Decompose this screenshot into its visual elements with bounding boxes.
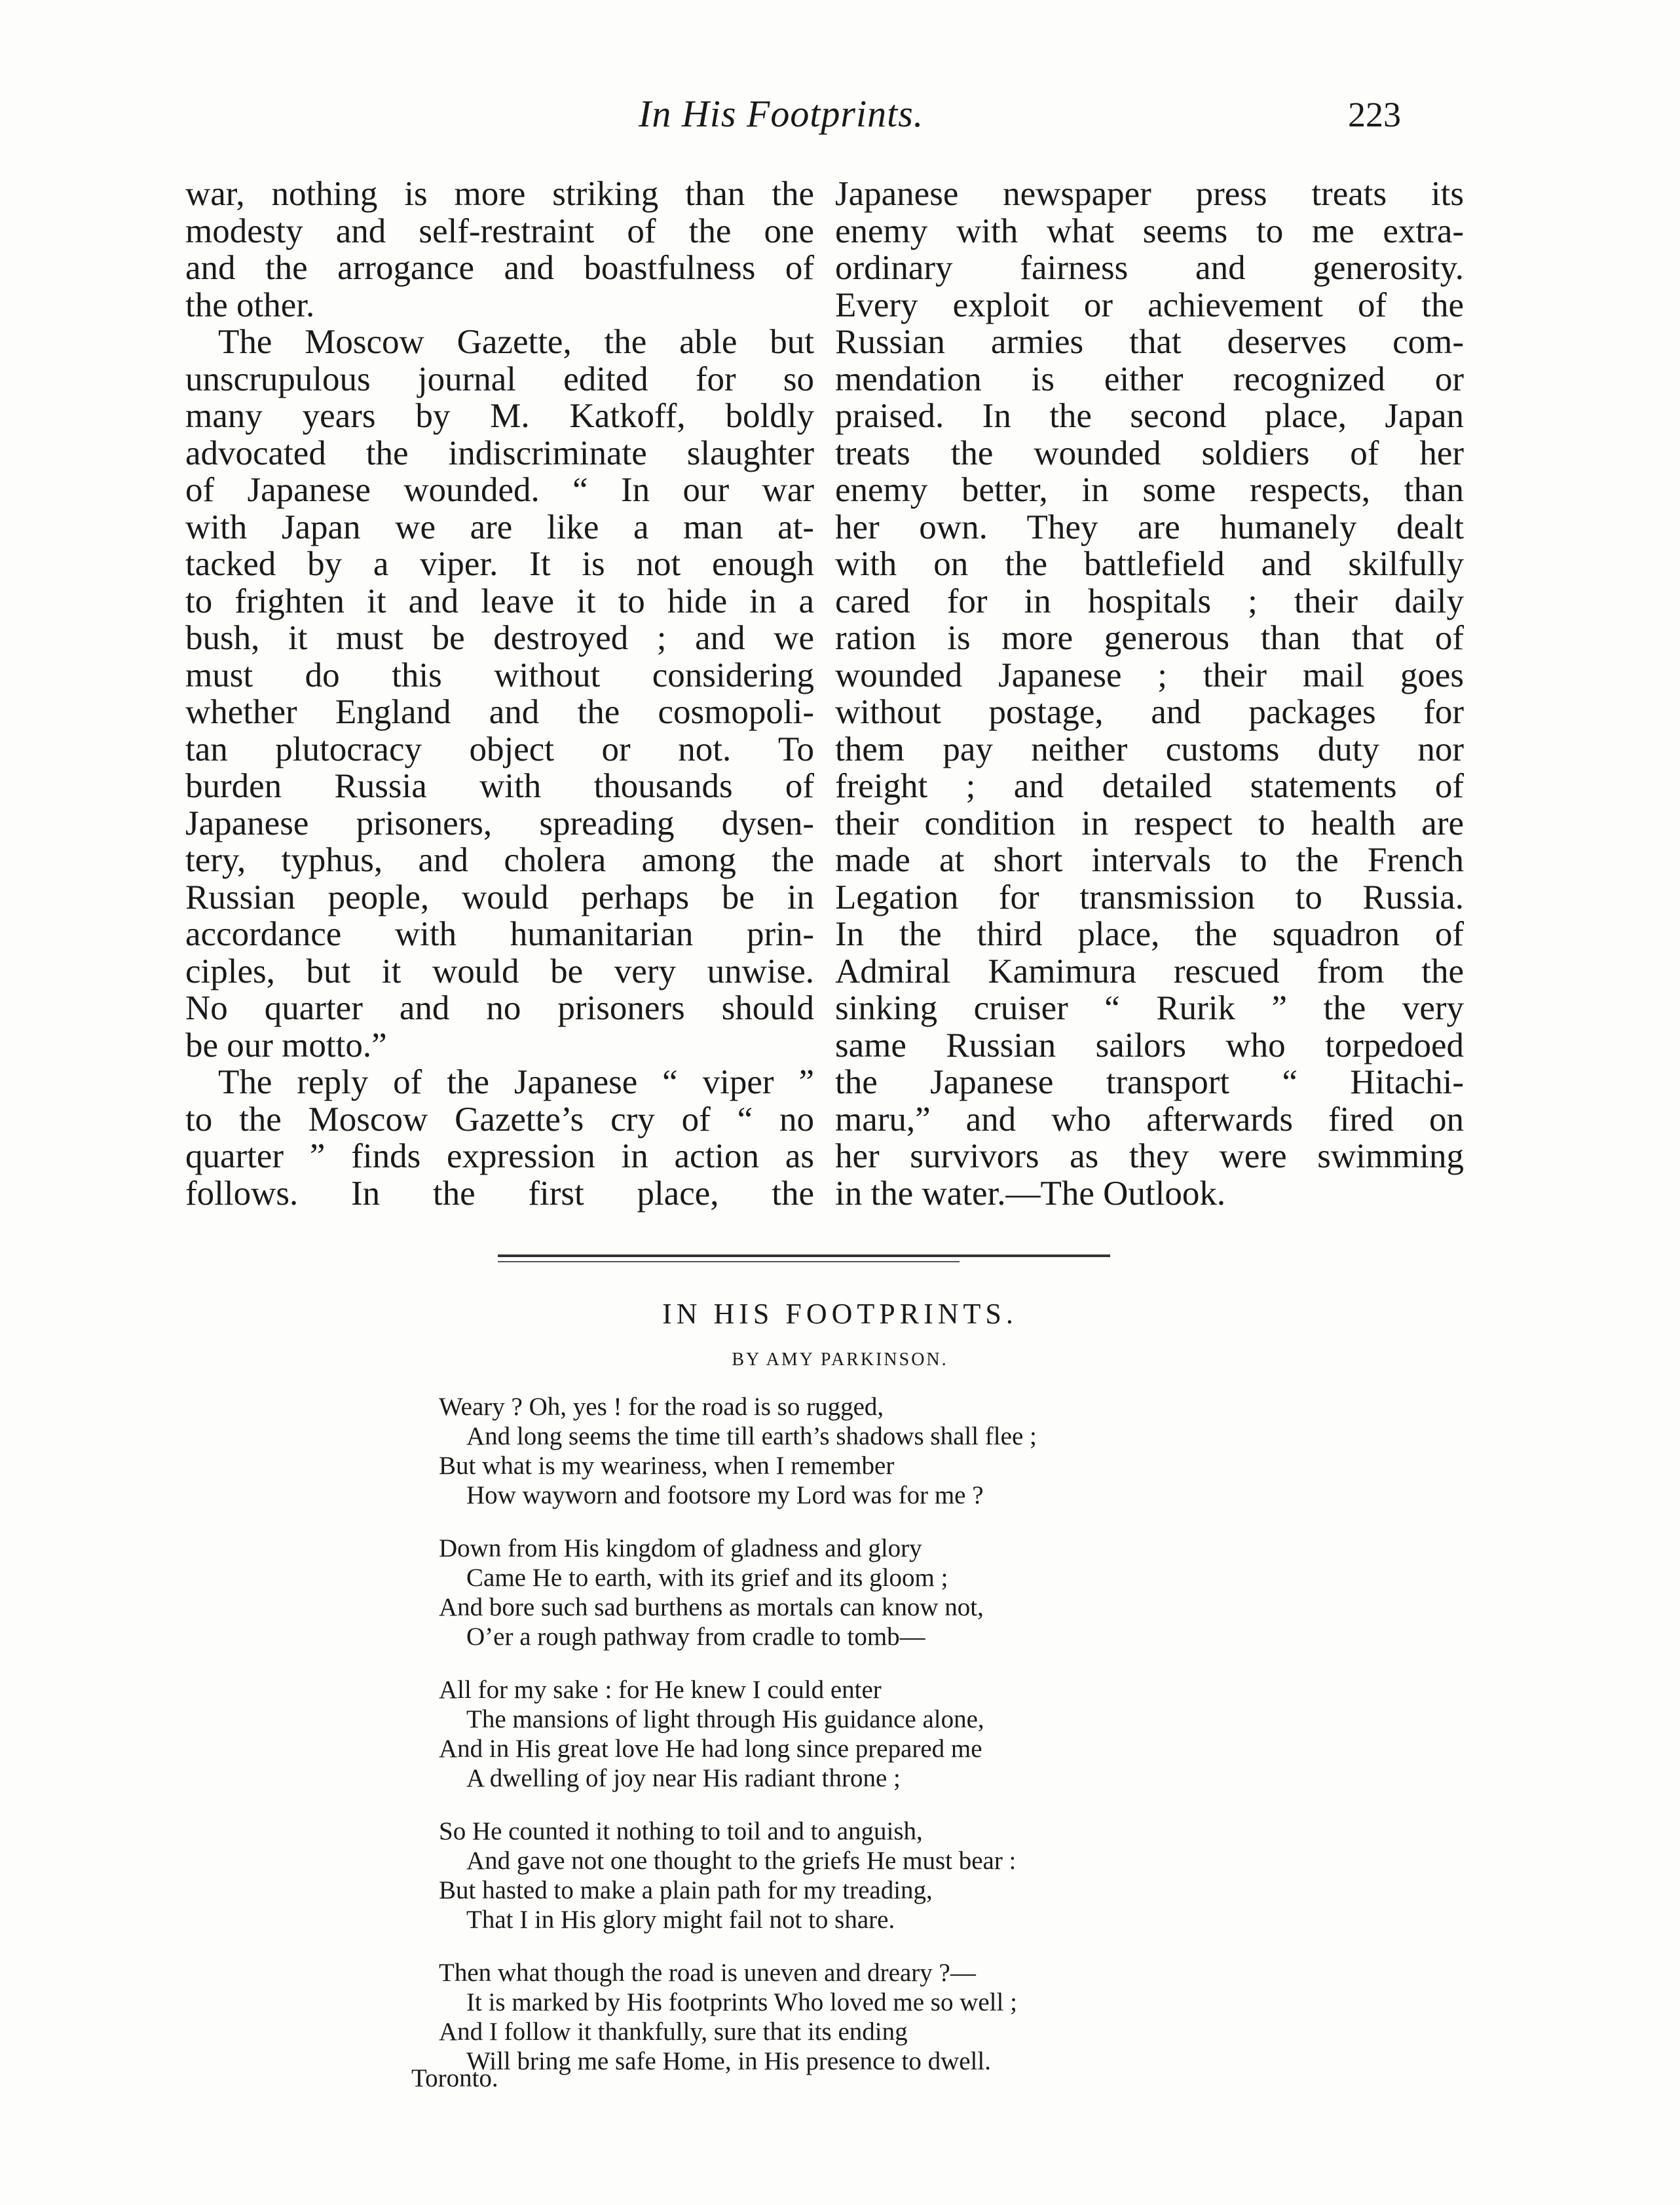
poem-stanza: [439, 1958, 1290, 2076]
text-line: whether England and the cosmopoli-: [185, 693, 814, 731]
text-line: burden Russia with thousands of: [185, 767, 814, 805]
text-line: Japanese prisoners, spreading dysen-: [185, 804, 814, 842]
poem-line: But hasted to make a plain path for my treading,: [439, 1876, 933, 1904]
poem-line: Will bring me safe Home, in His presence to dwell.: [466, 2047, 991, 2075]
text-line: war, nothing is more striking than the: [185, 175, 814, 213]
right-column: [835, 176, 1464, 1212]
running-header: [0, 92, 1680, 151]
text-line: Legation for transmission to Russia.: [835, 878, 1464, 916]
text-line: of Japanese wounded. “ In our war: [185, 471, 814, 509]
text-line: In the third place, the squadron of: [835, 915, 1464, 953]
text-line: must do this without considering: [185, 656, 814, 694]
text-line: the other.: [185, 286, 315, 324]
poem-stanza: [439, 1534, 1290, 1651]
text-line: and the arrogance and boastfulness of: [185, 249, 814, 287]
text-line: wounded Japanese ; their mail goes: [835, 656, 1464, 694]
text-line: tan plutocracy object or not. To: [185, 730, 814, 768]
text-line: enemy better, in some respects, than: [835, 471, 1464, 509]
poem-line: And gave not one thought to the griefs He must bear :: [466, 1847, 1017, 1875]
left-column: [185, 176, 814, 1212]
text-line: modesty and self-restraint of the one: [185, 212, 814, 250]
poem-line: So He counted it nothing to toil and to anguish,: [439, 1817, 923, 1845]
text-line: same Russian sailors who torpedoed: [835, 1026, 1464, 1065]
text-line: ordinary fairness and generosity.: [835, 249, 1464, 287]
text-line: to the Moscow Gazette’s cry of “ no: [185, 1100, 814, 1139]
poem-line: And in His great love He had long since prepared me: [439, 1735, 982, 1763]
poem-title: IN HIS FOOTPRINTS.: [662, 1298, 1018, 1330]
text-line: enemy with what seems to me extra-: [835, 212, 1464, 250]
text-line: ciples, but it would be very unwise.: [185, 952, 814, 990]
poem-line: And bore such sad burthens as mortals can know not,: [439, 1593, 984, 1621]
poem-line: O’er a rough pathway from cradle to tomb—: [466, 1623, 925, 1651]
poem-line: Then what though the road is uneven and dreary ?—: [439, 1959, 976, 1987]
text-line: tery, typhus, and cholera among the: [185, 841, 814, 879]
text-line: quarter ” finds expression in action as: [185, 1137, 814, 1175]
text-line: the Japanese transport “ Hitachi-: [835, 1063, 1464, 1101]
poem-stanza: [439, 1675, 1290, 1793]
section-divider: [498, 1254, 1110, 1257]
text-line: Every exploit or achievement of the: [835, 286, 1464, 324]
text-line: Russian people, would perhaps be in: [185, 878, 814, 916]
poem-line: And I follow it thankfully, sure that its ending: [439, 2018, 908, 2046]
poem-line: Weary ? Oh, yes ! for the road is so rugged,: [439, 1393, 884, 1421]
text-line: with on the battlefield and skilfully: [835, 545, 1464, 583]
text-line: be our motto.”: [185, 1026, 387, 1065]
text-line: freight ; and detailed statements of: [835, 767, 1464, 805]
poem-signoff: Toronto.: [411, 2064, 498, 2092]
text-line: made at short intervals to the French: [835, 841, 1464, 879]
text-line: treats the wounded soldiers of her: [835, 434, 1464, 472]
section-divider-thin: [498, 1261, 960, 1262]
text-line: follows. In the first place, the: [185, 1174, 814, 1213]
poem-line: A dwelling of joy near His radiant throne ;: [466, 1764, 901, 1792]
text-line: her own. They are humanely dealt: [835, 508, 1464, 546]
text-line: Admiral Kamimura rescued from the: [835, 952, 1464, 990]
text-line: mendation is either recognized or: [835, 360, 1464, 398]
text-line: Japanese newspaper press treats its: [835, 175, 1464, 213]
text-line: maru,” and who afterwards fired on: [835, 1100, 1464, 1139]
poem-line: All for my sake : for He knew I could enter: [439, 1676, 882, 1704]
text-line: The Moscow Gazette, the able but: [218, 323, 814, 361]
poem-stanza: [439, 1817, 1290, 1934]
poem-line: But what is my weariness, when I remember: [439, 1452, 895, 1480]
poem-stanza: [439, 1392, 1290, 1510]
text-line: The reply of the Japanese “ viper ”: [218, 1063, 814, 1101]
text-line: unscrupulous journal edited for so: [185, 360, 814, 398]
text-line: sinking cruiser “ Rurik ” the very: [835, 989, 1464, 1027]
text-line: bush, it must be destroyed ; and we: [185, 619, 814, 657]
text-line: with Japan we are like a man at-: [185, 508, 814, 546]
text-line: them pay neither customs duty nor: [835, 730, 1464, 768]
text-line: advocated the indiscriminate slaughter: [185, 434, 814, 472]
poem-line: It is marked by His footprints Who loved me so well ;: [466, 1988, 1017, 2016]
text-line: ration is more generous than that of: [835, 619, 1464, 657]
text-line: praised. In the second place, Japan: [835, 397, 1464, 435]
text-line: to frighten it and leave it to hide in a: [185, 582, 814, 620]
text-line: their condition in respect to health are: [835, 804, 1464, 842]
poem-line: That I in His glory might fail not to share.: [466, 1906, 895, 1934]
text-line: her survivors as they were swimming: [835, 1137, 1464, 1175]
poem-byline: BY AMY PARKINSON.: [732, 1349, 948, 1370]
text-line: cared for in hospitals ; their daily: [835, 582, 1464, 620]
text-line: in the water.—The Outlook.: [835, 1174, 1226, 1213]
text-line: Russian armies that deserves com-: [835, 323, 1464, 361]
poem-line: And long seems the time till earth’s shadows shall flee ;: [466, 1422, 1037, 1450]
text-line: No quarter and no prisoners should: [185, 989, 814, 1027]
text-line: tacked by a viper. It is not enough: [185, 545, 814, 583]
text-line: without postage, and packages for: [835, 693, 1464, 731]
poem-line: Came He to earth, with its grief and its gloom ;: [466, 1564, 948, 1592]
text-line: many years by M. Katkoff, boldly: [185, 397, 814, 435]
poem-line: The mansions of light through His guidance alone,: [466, 1705, 984, 1733]
poem-line: How wayworn and footsore my Lord was for me ?: [466, 1481, 984, 1509]
running-title: In His Footprints.: [639, 92, 924, 135]
page-number: 223: [1348, 95, 1401, 134]
poem-body: [439, 1392, 1290, 2100]
poem-line: Down from His kingdom of gladness and glory: [439, 1534, 922, 1562]
text-line: accordance with humanitarian prin-: [185, 915, 814, 953]
